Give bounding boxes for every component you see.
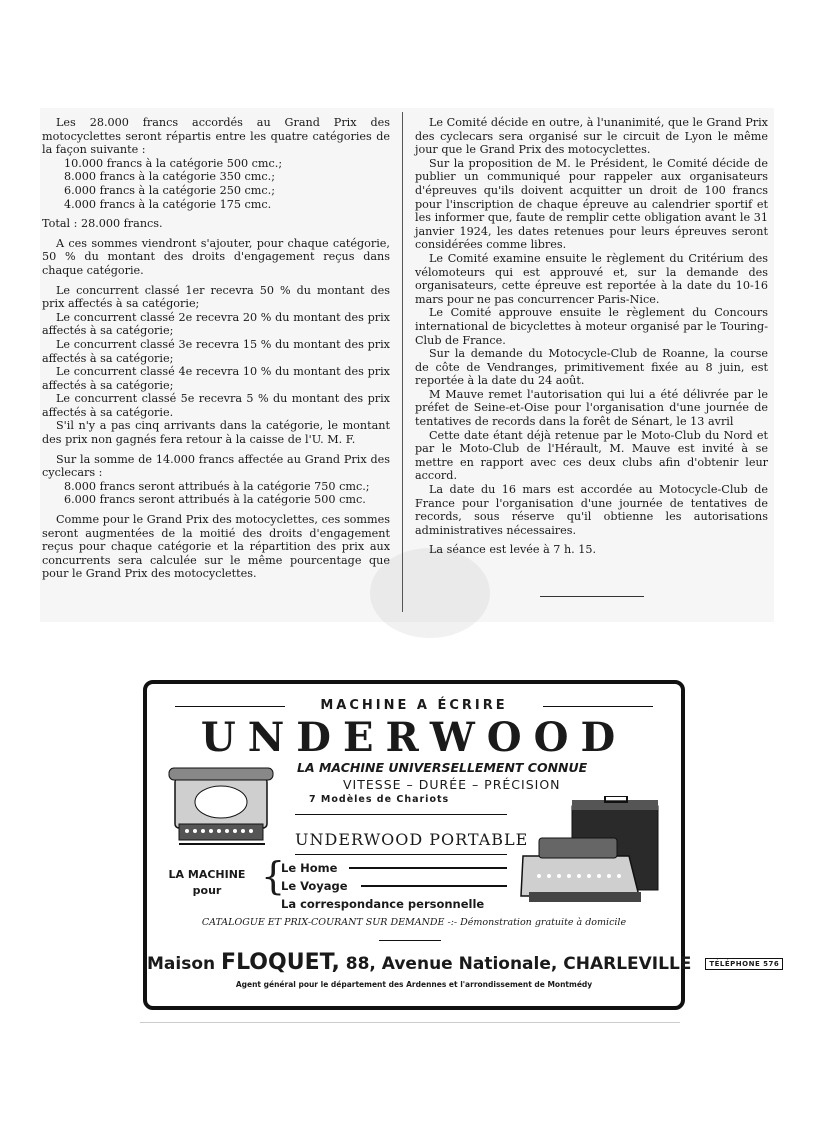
- dealer-prefix: Maison: [147, 954, 216, 974]
- paragraph: M Mauve remet l'autorisation qui lui a été délivrée par le préfet de Seine-et-Oise pour l'organisation d'une journée de tentatives de records dans la forêt de Sénart, le 13 avril: [415, 387, 768, 429]
- list-item: Le Voyage: [281, 877, 484, 895]
- paragraph: Sur la demande du Motocycle-Club de Roanne, la course de côte de Vendranges, primitivement fixée au 8 juin, est reportée à la date du 24 août.: [415, 347, 768, 388]
- column-divider: [402, 112, 403, 612]
- uses-list: [281, 859, 484, 913]
- right-column: [415, 116, 768, 557]
- paragraph: Cette date étant déjà retenue par le Moto-Club du Nord et par le Moto-Club de l'Hérault, M. Mauve est invité à se mettre en rapport avec ces deux clubs afin d'obtenir leur accord.: [415, 428, 768, 483]
- list-item: Le Home: [281, 859, 484, 877]
- dealer-line: [147, 950, 780, 975]
- label-text: LA MACHINE: [168, 868, 246, 881]
- brace-glyph: {: [261, 854, 286, 898]
- dealer-address: 88, Avenue Nationale, CHARLEVILLE: [345, 954, 692, 974]
- divider: [295, 854, 507, 855]
- brand-name: UNDERWOOD: [200, 714, 628, 761]
- paragraph: Le Comité décide en outre, à l'unanimité, que le Grand Prix des cyclecars sera organisé sur le circuit de Lyon le même jour que le Grand Prix des motocyclettes.: [415, 116, 768, 157]
- cyclecar-list: [42, 480, 390, 507]
- list-item: 4.000 francs à la catégorie 175 cmc.: [64, 197, 272, 211]
- catalog-line: CATALOGUE ET PRIX-COURANT SUR DEMANDE -:- Démonstration gratuite à domicile: [201, 917, 627, 928]
- list-item: 10.000 francs à la catégorie 500 cmc.;: [64, 156, 283, 170]
- rank-item: Le concurrent classé 2e recevra 20 % du montant des prix affectés à sa catégorie;: [42, 310, 390, 338]
- divider: [379, 940, 441, 941]
- ad-kicker: MACHINE A ÉCRIRE: [320, 698, 508, 713]
- ad-features: VITESSE – DURÉE – PRÉCISION: [343, 777, 561, 792]
- list-item: 8.000 francs seront attribués à la catégorie 750 cmc.;: [64, 479, 370, 493]
- underwood-advertisement: [143, 680, 780, 1010]
- ad-tagline: LA MACHINE UNIVERSELLEMENT CONNUE: [297, 760, 588, 775]
- ad-models: 7 Modèles de Chariots: [309, 794, 450, 805]
- typewriter-illustration: [165, 758, 277, 850]
- rank-item: Le concurrent classé 1er recevra 50 % du montant des prix affectés à sa catégorie;: [42, 283, 390, 311]
- paragraph: A ces sommes viendront s'ajouter, pour chaque catégorie, 50 % du montant des droits d'engagement reçus dans chaque catégorie.: [42, 236, 390, 277]
- paragraph: Sur la somme de 14.000 francs affectée au Grand Prix des cyclecars :: [42, 452, 390, 480]
- dealer-name: FLOQUET,: [221, 950, 340, 975]
- agent-line: Agent général pour le département des Ardennes et l'arrondissement de Montmédy: [235, 980, 593, 989]
- paragraph: S'il n'y a pas cinq arrivants dans la catégorie, le montant des prix non gagnés fera retour à la caisse de l'U. M. F.: [42, 419, 390, 447]
- list-item: 8.000 francs à la catégorie 350 cmc.;: [64, 170, 275, 184]
- closing-line: La séance est levée à 7 h. 15.: [429, 543, 597, 557]
- paragraph: Sur la proposition de M. le Président, le Comité décide de publier un communiqué pour rappeler aux organisateurs d'épreuves qu'ils doivent acquitter un droit de 100 francs pour l'inscription de chaque épreuve au calendrier sportif et les informer que, faute de remplir cette obligation avant le 31 janvier 1924, les dates retenues pour leurs épreuves seront considérées comme libres.: [415, 156, 768, 252]
- distribution-list: [42, 157, 390, 211]
- page-divider: [140, 1022, 680, 1023]
- list-item: La correspondance personnelle: [281, 897, 485, 911]
- rank-item: Le concurrent classé 4e recevra 10 % du montant des prix affectés à sa catégorie;: [42, 365, 390, 392]
- total-line: Total : 28.000 francs.: [42, 217, 163, 231]
- left-column: [42, 116, 390, 581]
- paragraph: Le Comité examine ensuite le règlement du Critérium des vélomoteurs qui est approuvé et, sur la demande des organisateurs, cette épreuve est reportée à la date du 10-16 mars pour ne pas concurrencer Paris-Nice.: [415, 251, 768, 306]
- paragraph: Les 28.000 francs accordés au Grand Prix des motocyclettes seront répartis entre les quatre catégories de la façon suivante :: [42, 116, 390, 157]
- telephone-box: TÉLÉPHONE 576: [705, 958, 783, 970]
- paragraph: La date du 16 mars est accordée au Motocycle-Club de France pour l'organisation d'une journée de tentatives de records, sous réserve qu'il obtienne les autorisations administratives nécessaires.: [415, 483, 768, 537]
- article-clipping: [40, 108, 774, 622]
- paragraph: Comme pour le Grand Prix des motocyclettes, ces sommes seront augmentées de la moitié des droits d'engagement reçus pour chaque catégorie et la répartition des prix aux concurrents sera calculée sur le même pourcentage que pour le Grand Prix des motocyclettes.: [42, 513, 390, 581]
- end-rule: [540, 596, 644, 597]
- rank-item: Le concurrent classé 3e recevra 15 % du montant des prix affectés à sa catégorie;: [42, 337, 390, 365]
- divider: [295, 814, 507, 815]
- list-item: 6.000 francs à la catégorie 250 cmc.;: [64, 183, 275, 197]
- portable-title: UNDERWOOD PORTABLE: [295, 830, 529, 849]
- label-text: pour: [192, 884, 222, 897]
- portable-typewriter-illustration: [517, 796, 667, 910]
- paragraph: Le Comité approuve ensuite le règlement du Concours international de bicyclettes à moteur organisé par le Touring-Club de France.: [415, 306, 768, 347]
- list-item: 6.000 francs seront attribués à la catégorie 500 cmc.: [64, 493, 366, 507]
- la-machine-label: [161, 867, 253, 899]
- rank-item: Le concurrent classé 5e recevra 5 % du montant des prix affectés à sa catégorie.: [42, 392, 390, 419]
